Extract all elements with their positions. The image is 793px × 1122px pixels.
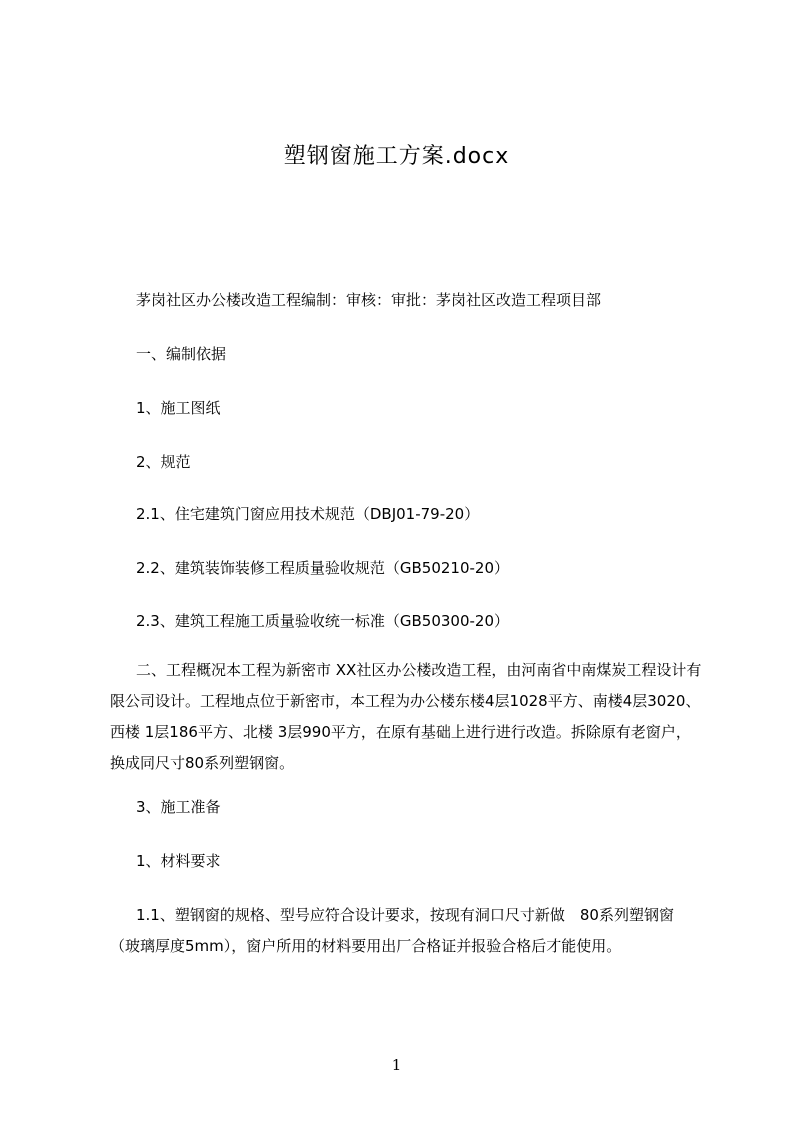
standard-item-2-1: 2.1、住宅建筑门窗应用技术规范（DBJ01-79-20） (136, 505, 480, 523)
list-item-standards: 2、规范 (136, 453, 191, 471)
section-heading-preparation: 3、施工准备 (136, 798, 221, 816)
list-item-drawings: 1、施工图纸 (136, 399, 221, 417)
project-overview-paragraph: 二、工程概况本工程为新密市 XX社区办公楼改造工程，由河南省中南煤炭工程设计有限公司设计。工程地点位于新密市，本工程为办公楼东楼4层1028平方、南楼4层3020、西楼 1层186平方、北楼 3层990平方，在原有基础上进行进行改造。拆除原有老窗户，换成同尺寸80系列塑钢窗。 (110, 661, 702, 772)
material-requirement-paragraph: 1.1、塑钢窗的规格、型号应符合设计要求，按现有洞口尺寸新做 80系列塑钢窗（玻璃厚度5mm），窗户所用的材料要用出厂合格证并报验合格后才能使用。 (110, 906, 674, 955)
section-heading-basis: 一、编制依据 (136, 345, 227, 363)
standard-item-2-2: 2.2、建筑装饰装修工程质量验收规范（GB50210-20） (136, 559, 509, 577)
header-info-line: 茅岗社区办公楼改造工程编制：审核：审批：茅岗社区改造工程项目部 (136, 291, 602, 309)
page-number: 1 (391, 1056, 402, 1074)
list-item-material-requirements: 1、材料要求 (136, 852, 221, 870)
document-title: 塑钢窗施工方案.docx (283, 144, 510, 169)
standard-item-2-3: 2.3、建筑工程施工质量验收统一标准（GB50300-20） (136, 612, 509, 630)
